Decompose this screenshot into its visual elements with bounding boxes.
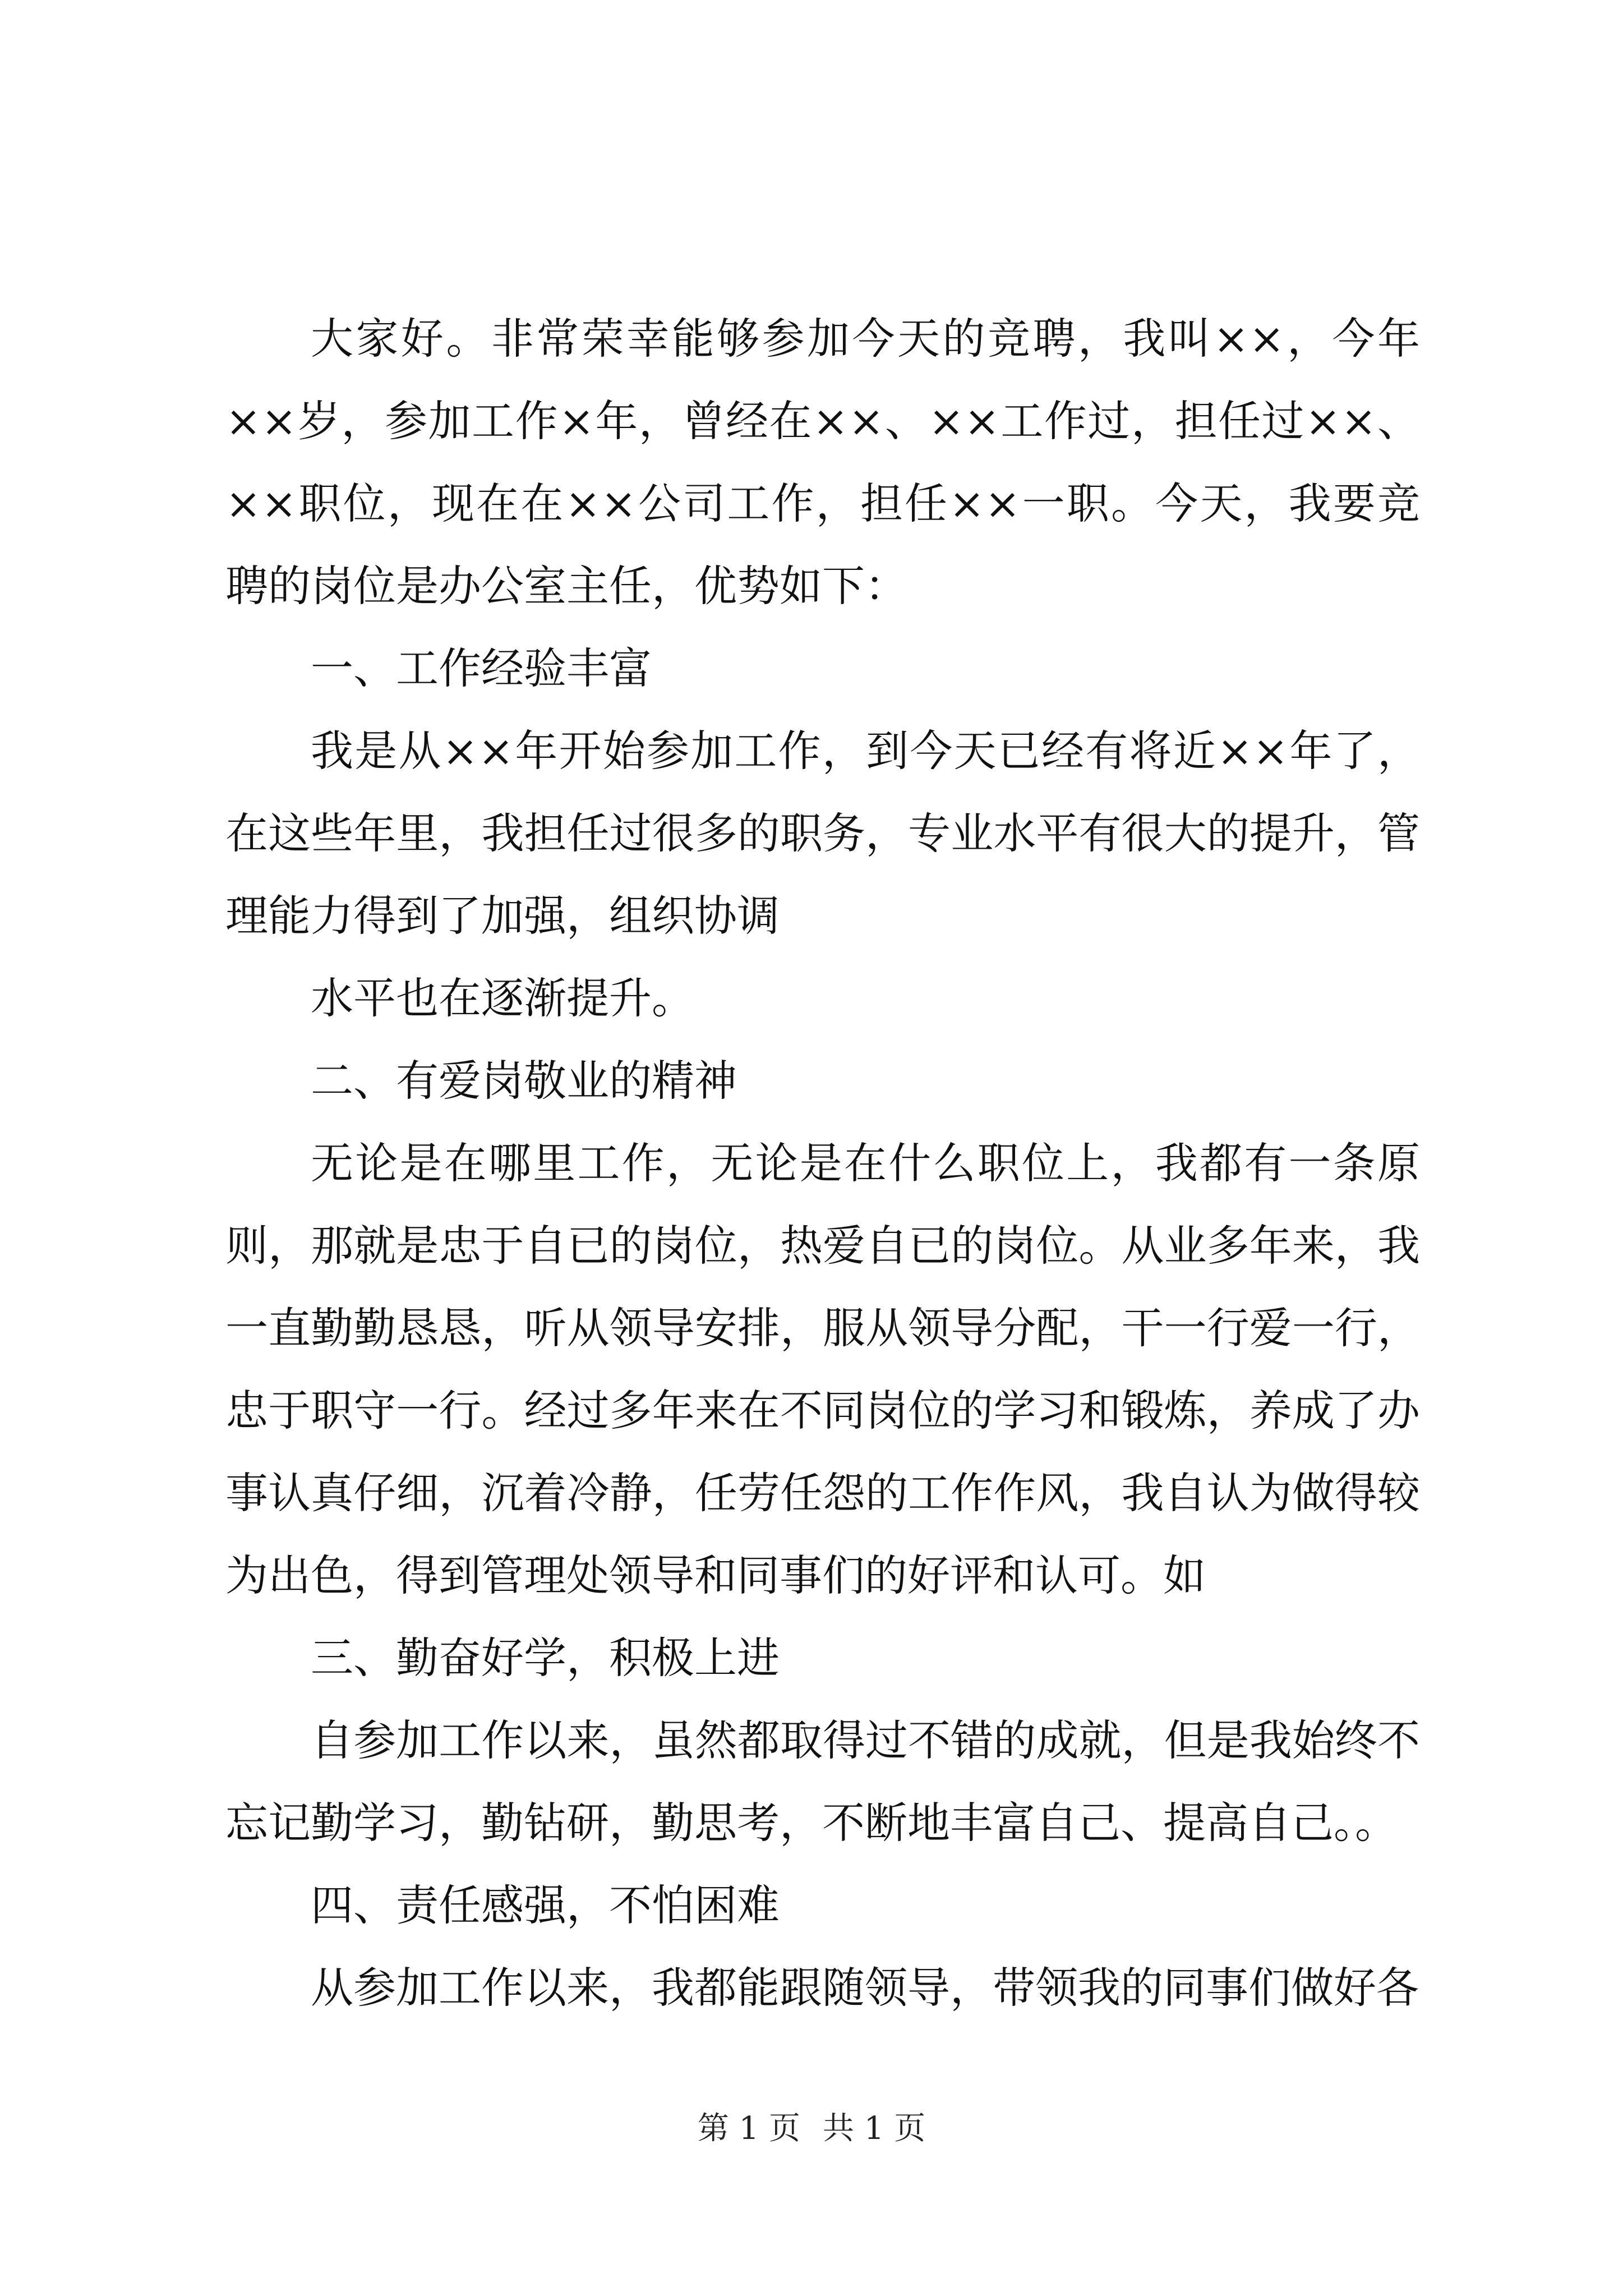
paragraph-experience: 我是从××年开始参加工作，到今天已经有将近××年了，在这些年里，我担任过很多的职务，专业水平有很大的提升，管理能力得到了加强，组织协调 [225, 726, 1420, 941]
paragraph-experience-cont: 水平也在逐渐提升。 [311, 973, 694, 1023]
heading-learning: 三、勤奋好学，积极上进 [311, 1633, 780, 1683]
page-footer [0, 2104, 1623, 2148]
paragraph-learning: 自参加工作以来，虽然都取得过不错的成就，但是我始终不忘记勤学习，勤钻研，勤思考，不断地丰富自己、提高自己。。 [225, 1715, 1420, 1848]
document-body [225, 297, 1420, 2029]
paragraph-responsibility: 从参加工作以来，我都能跟随领导，带领我的同事们做好各 [311, 1963, 1419, 2013]
heading-experience: 一、工作经验丰富 [311, 643, 652, 693]
heading-dedication: 二、有爱岗敬业的精神 [311, 1056, 737, 1106]
paragraph-dedication: 无论是在哪里工作，无论是在什么职位上，我都有一条原则，那就是忠于自已的岗位，热爱自已的岗位。从业多年来，我一直勤勤恳恳，听从领导安排，服从领导分配，干一行爱一行，忠于职守一行。经过多年来在不同岗位的学习和锻炼，养成了办事认真仔细，沉着冷静，任劳任怨的工作作风，我自认为做得较为出色，得到管理处领导和同事们的好评和认可。如 [225, 1138, 1420, 1600]
page-total: 共 1 页 [823, 2110, 926, 2147]
paragraph-intro: 大家好。非常荣幸能够参加今天的竞聘，我叫××，今年××岁，参加工作×年，曾经在××、××工作过，担任过××、××职位，现在在××公司工作，担任××一职。今天，我要竞聘的岗位是办公室主任，优势如下： [225, 314, 1420, 611]
heading-responsibility: 四、责任感强，不怕困难 [311, 1880, 780, 1930]
page-number: 第 1 页 [697, 2110, 800, 2147]
